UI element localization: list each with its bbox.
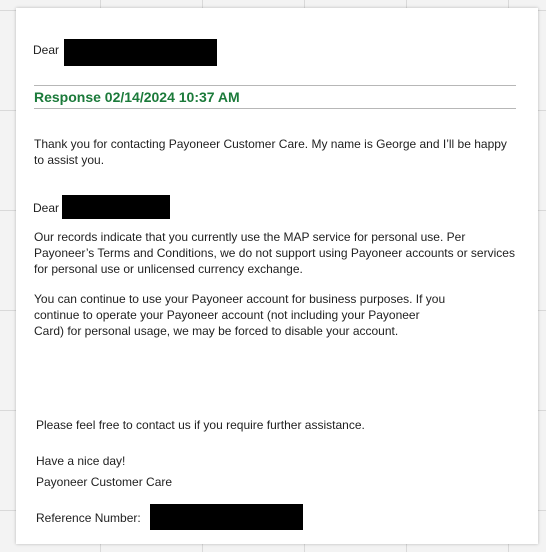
redacted-recipient-name [64, 39, 217, 66]
business-paragraph-line-3: Card) for personal usage, we may be forced to disable your account. [34, 324, 399, 338]
response-header: Response 02/14/2024 10:37 AM [34, 89, 240, 105]
redacted-reference-number [150, 504, 303, 530]
greeting-dear-second: Dear [33, 201, 60, 215]
signature-text: Payoneer Customer Care [36, 475, 173, 489]
redacted-recipient-name-second [62, 195, 170, 219]
greeting-dear: Dear [33, 43, 60, 57]
header-divider-bottom [34, 108, 516, 109]
closing-help-text: Please feel free to contact us if you require further assistance. [36, 418, 365, 432]
reference-number-label: Reference Number: [36, 511, 141, 525]
email-message-panel [16, 8, 538, 544]
business-paragraph-line-1: You can continue to use your Payoneer account for business purposes. If you [34, 292, 446, 306]
intro-paragraph: Thank you for contacting Payoneer Customer Care. My name is George and I’ll be happy to assist you. [34, 137, 507, 167]
sign-off-text: Have a nice day! [36, 454, 126, 468]
business-paragraph-line-2: continue to operate your Payoneer account (not including your Payoneer [34, 308, 420, 322]
header-divider-top [34, 85, 516, 86]
policy-paragraph: Our records indicate that you currently use the MAP service for personal use. Per Payoneer’s Terms and Conditions, we do not support using Payoneer accounts or services for personal use or unlicensed currency exchange. [34, 230, 515, 276]
